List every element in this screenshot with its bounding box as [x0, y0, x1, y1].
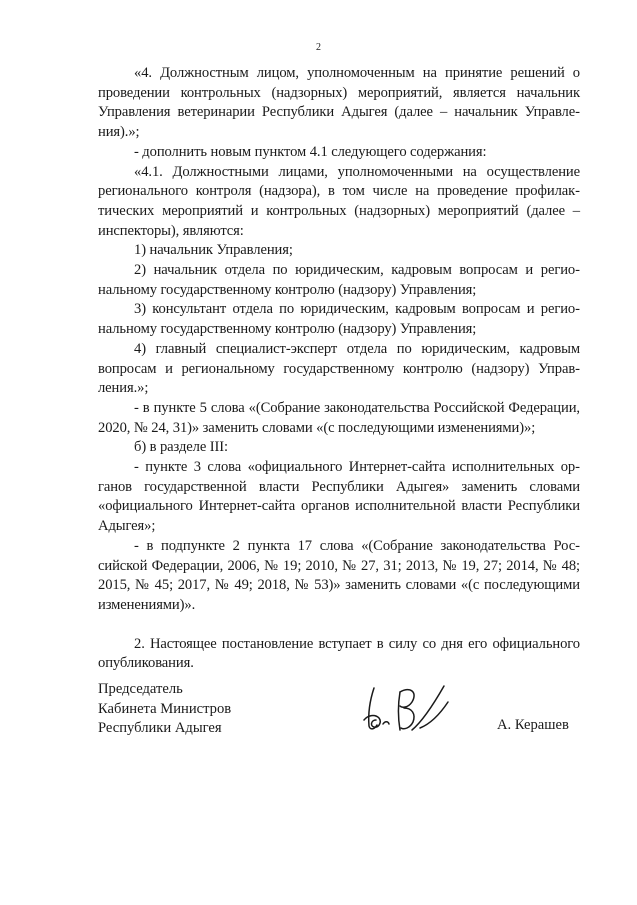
page-number: 2	[316, 42, 321, 53]
handwritten-signature-icon	[360, 680, 470, 750]
list-item-3: 3) консультант отдела по юридическим, кадровым вопросам и региональному государственному контролю (надзору) Управления;	[98, 301, 580, 338]
paragraph-section-3: б) в разделе III:	[134, 439, 228, 456]
paragraph-item-4-1: «4.1. Должностными лицами, уполномоченными на осуществление регионального контроля (надзора), в том числе на проведение профилактических мероприятий и контрольных (надзорных) мероприятий (далее – инспекторы), являются:	[98, 163, 580, 239]
paragraph-section-3-item-17: - в подпункте 2 пункта 17 слова «(Собрание законодательства Российской Федерации, 2006, № 19; 2010, № 27, 31; 2013, № 19, 27; 2014, № 48; 2015, № 45; 2017, № 49; 2018, № 53)» заменить словами «(с последующими изменениями)».	[98, 537, 580, 613]
signatory-name: А. Керашев	[497, 717, 569, 733]
signatory-title-line: Республики Адыгея	[98, 720, 222, 737]
paragraph-item-4: «4. Должностным лицом, уполномоченным на принятие решений о проведении контрольных (надзорных) мероприятий, является начальник Управления ветеринарии Республики Адыгея (далее – начальник Управления).»;	[98, 65, 580, 141]
signatory-title	[98, 680, 231, 739]
signatory-title-line: Кабинета Министров	[98, 700, 232, 717]
paragraph-add-item-4-1: - дополнить новым пунктом 4.1 следующего содержания:	[134, 143, 487, 160]
document-body	[98, 64, 580, 674]
list-item-2: 2) начальник отдела по юридическим, кадровым вопросам и региональному государственному контролю (надзору) Управления;	[98, 262, 580, 298]
list-item-1: 1) начальник Управления;	[134, 242, 293, 259]
list-item-4: 4) главный специалист-эксперт отдела по юридическим, кадровым вопросам и региональному государственному контролю (надзору) Управления.»;	[98, 340, 580, 397]
paragraph-effective-date: 2. Настоящее постановление вступает в силу со дня его официального опубликования.	[98, 635, 580, 672]
paragraph-item-5: - в пункте 5 слова «(Собрание законодательства Российской Федерации, 2020, № 24, 31)» заменить словами «(с последующими изменениями)»;	[98, 399, 580, 436]
paragraph-section-3-item-3: - пункте 3 слова «официального Интернет-сайта исполнительных органов государственной власти Республики Адыгея» заменить словами «официального Интернет-сайта органов исполнительной власти Республики Адыгея»;	[98, 459, 580, 535]
signatory-title-line: Председатель	[98, 681, 183, 697]
